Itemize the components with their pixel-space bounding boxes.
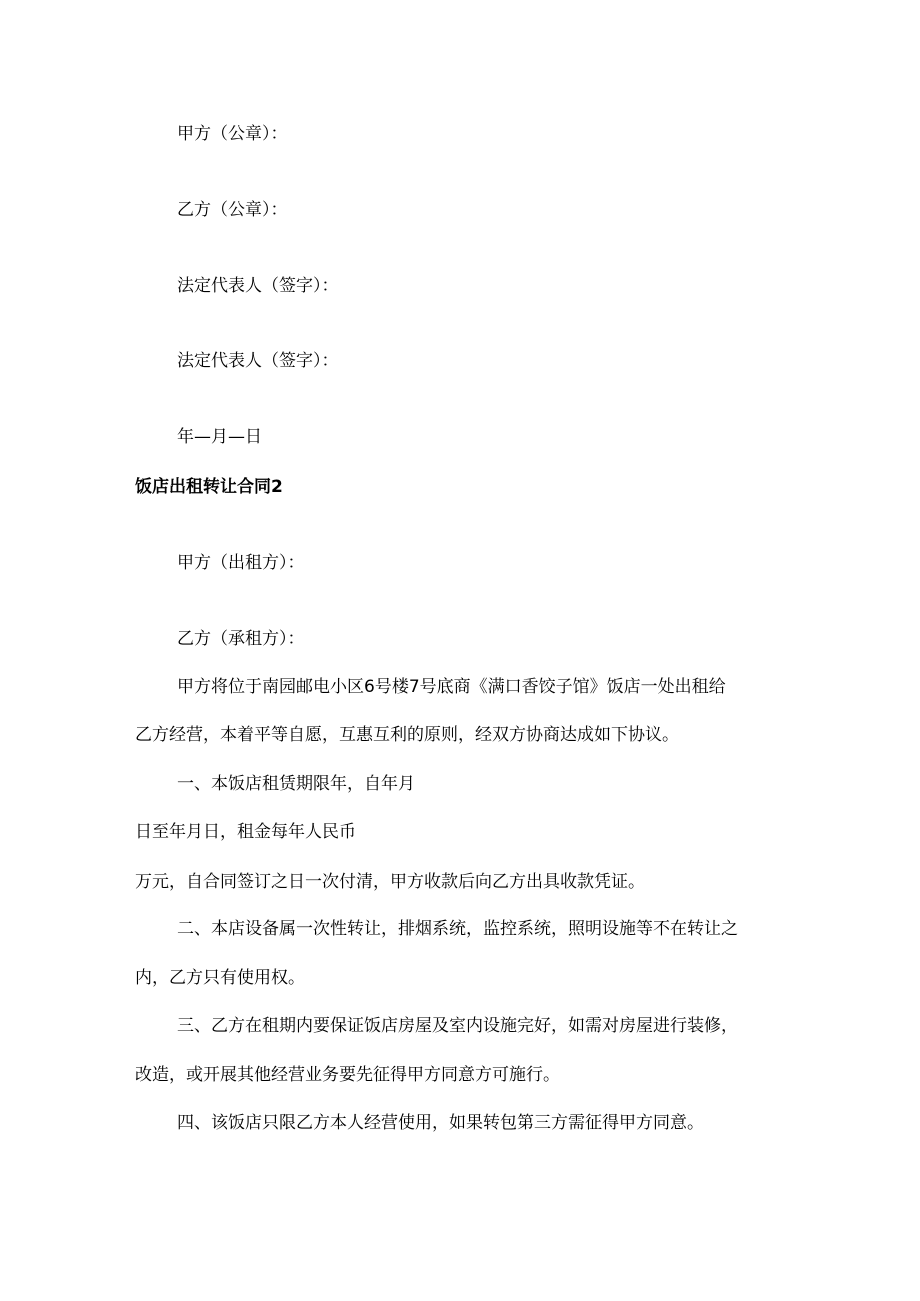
legal-rep-b-label: 法定代表人（签字）： bbox=[177, 351, 339, 371]
clause-1-line-2: 日至年月日，租金每年人民币 bbox=[135, 822, 356, 842]
clause-3-line-2: 改造，或开展其他经营业务要先征得甲方同意方可施行。 bbox=[135, 1065, 560, 1085]
contract-title: 饭店出租转让合同2 bbox=[135, 477, 283, 497]
clause-1-line-3: 万元，自合同签订之日一次付清，甲方收款后向乙方出具收款凭证。 bbox=[135, 872, 645, 892]
party-a-lessor-label: 甲方（出租方）： bbox=[177, 553, 305, 573]
clause-3-line-1: 三、乙方在租期内要保证饭店房屋及室内设施完好，如需对房屋进行装修， bbox=[177, 1016, 738, 1036]
date-line: 年—月—日 bbox=[177, 427, 262, 447]
clause-2-line-1: 二、本店设备属一次性转让，排烟系统，监控系统，照明设施等不在转让之 bbox=[177, 919, 738, 939]
clause-1-line-1: 一、本饭店租赁期限年，自年月 bbox=[177, 774, 415, 794]
clause-2-line-2: 内，乙方只有使用权。 bbox=[135, 968, 305, 988]
clause-4-line-1: 四、该饭店只限乙方本人经营使用，如果转包第三方需征得甲方同意。 bbox=[177, 1113, 704, 1133]
legal-rep-a-label: 法定代表人（签字）： bbox=[177, 276, 339, 296]
intro-paragraph-line-2: 乙方经营，本着平等自愿，互惠互利的原则，经双方协商达成如下协议。 bbox=[135, 725, 679, 745]
party-a-seal-label: 甲方（公章）： bbox=[177, 124, 288, 144]
intro-paragraph-line-1: 甲方将位于南园邮电小区6号楼7号底商《满口香饺子馆》饭店一处出租给 bbox=[177, 677, 726, 697]
party-b-seal-label: 乙方（公章）： bbox=[177, 200, 288, 220]
party-b-lessee-label: 乙方（承租方）： bbox=[177, 629, 305, 649]
